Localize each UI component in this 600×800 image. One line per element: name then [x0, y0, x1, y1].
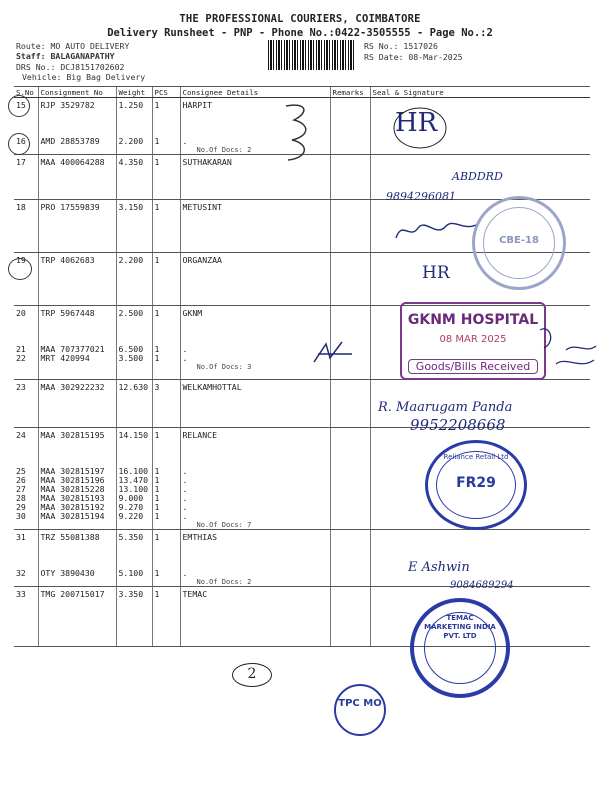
consignee-line: EMTHIAS: [182, 532, 218, 542]
cell-consignee: [180, 200, 330, 253]
cell-weight-line: 16.100: [118, 466, 149, 476]
consignee-line: ORGANZAA: [182, 255, 222, 265]
cell-sno-line: 18: [16, 202, 26, 212]
cell-consignment: [38, 155, 116, 200]
consignee-line: [183, 560, 328, 569]
cell-consignee: [180, 306, 330, 380]
cell-consignment-line: MAA 302815197: [40, 466, 105, 476]
handwritten-scribble: [312, 338, 356, 368]
cell-sno-line: 16: [16, 136, 26, 146]
consignee-line: [183, 449, 328, 458]
rs-date: RS Date: 08-Mar-2025: [364, 52, 463, 62]
col-sno-header: S.No: [14, 87, 38, 98]
cell-consignee: [180, 380, 330, 428]
cell-weight-line: [119, 119, 150, 128]
hospital-stamp: [400, 302, 546, 380]
cell-pcs-line: 1: [154, 475, 160, 485]
consignee-line: HARPIT: [182, 100, 213, 110]
cell-consignment-line: [41, 449, 114, 458]
consignee-line: [183, 327, 328, 336]
page-mark-text: 2: [247, 666, 257, 682]
cell-weight: [116, 253, 152, 306]
circled-mark: [8, 95, 30, 117]
rs-number: RS No.: 1517026: [364, 41, 438, 51]
cell-sno-line: 33: [16, 589, 26, 599]
cell-weight-line: [119, 440, 150, 449]
cell-pcs: [152, 200, 180, 253]
col-consignee-header: Consignee Details: [180, 87, 330, 98]
cell-sno-line: 32: [16, 568, 26, 578]
cell-weight: [116, 428, 152, 530]
consignee-line: .: [182, 475, 188, 485]
col-remarks-header: Remarks: [330, 87, 370, 98]
handwritten-scribble: [280, 100, 314, 164]
consignee-line: .: [182, 568, 188, 578]
cell-consignment: [38, 587, 116, 647]
cell-consignment: [38, 306, 116, 380]
cell-weight-line: [119, 449, 150, 458]
cell-weight-line: [119, 327, 150, 336]
cell-sno-line: [16, 119, 36, 128]
consignee-line: METUSINT: [182, 202, 222, 212]
consignee-line: .: [182, 353, 188, 363]
cell-consignee: [180, 253, 330, 306]
cell-pcs: [152, 98, 180, 155]
cell-consignee: [180, 530, 330, 587]
cell-sno-line: 29: [16, 502, 26, 512]
cell-pcs-line: [155, 440, 178, 449]
cell-pcs-line: [155, 119, 178, 128]
consignee-line: .: [182, 466, 188, 476]
cell-remarks: [330, 380, 370, 428]
cell-consignment-line: [41, 551, 114, 560]
cell-weight-line: 9.000: [118, 493, 144, 503]
cell-consignment-line: AMD 28853789: [40, 136, 100, 146]
handwritten-phone: 9084689294: [450, 580, 514, 591]
cell-weight: [116, 155, 152, 200]
cell-sno-line: 23: [16, 382, 26, 392]
cell-consignment-line: MAA 302815196: [40, 475, 105, 485]
cell-pcs-line: [155, 327, 178, 336]
cell-consignment-line: MAA 707377021: [40, 344, 105, 354]
cell-consignment: [38, 380, 116, 428]
cell-sno-line: 24: [16, 430, 26, 440]
cell-weight-line: 12.630: [118, 382, 149, 392]
cell-consignment-line: MRT 420994: [40, 353, 90, 363]
cell-remarks: [330, 253, 370, 306]
stamp-title: GKNM HOSPITAL: [407, 312, 539, 328]
stamp-code: CBE-18: [499, 235, 539, 246]
cell-pcs: [152, 587, 180, 647]
table-row: [14, 530, 590, 587]
cell-pcs-line: 1: [154, 589, 160, 599]
handwritten-name: E Ashwin: [408, 560, 470, 575]
cell-sno-line: 20: [16, 308, 26, 318]
consignee-line: [183, 458, 328, 467]
cell-sno-line: [16, 327, 36, 336]
cell-pcs: [152, 380, 180, 428]
consignee-line: [183, 542, 328, 551]
cell-consignment: [38, 98, 116, 155]
cell-pcs-line: 1: [154, 568, 160, 578]
cell-consignment-line: PRO 17559839: [40, 202, 100, 212]
cell-weight-line: 14.150: [118, 430, 149, 440]
cell-pcs-line: 1: [154, 511, 160, 521]
cell-pcs-line: 1: [154, 353, 160, 363]
tpc-stamp: [334, 684, 386, 736]
cell-sno-line: 25: [16, 466, 26, 476]
cell-pcs-line: 1: [154, 493, 160, 503]
cell-consignment-line: TRZ 55081388: [40, 532, 100, 542]
cell-weight-line: 13.100: [118, 484, 149, 494]
cell-pcs-line: [155, 110, 178, 119]
drs-number: DRS No.: DCJ8151702602: [16, 62, 125, 72]
cell-pcs-line: 1: [154, 255, 160, 265]
cell-consignment-line: [41, 542, 114, 551]
stamp-received: Goods/Bills Received: [408, 359, 538, 374]
table-header-row: [14, 87, 590, 98]
cell-sno: [14, 155, 38, 200]
cell-remarks: [330, 98, 370, 155]
cell-sno-line: 15: [16, 100, 26, 110]
consignee-line: .: [182, 511, 188, 521]
cell-sno: [14, 380, 38, 428]
consignee-line: [183, 551, 328, 560]
cell-pcs-line: 3: [154, 382, 160, 392]
consignee-line: .: [182, 136, 188, 146]
cell-sno-line: 26: [16, 475, 26, 485]
cell-consignment-line: TRP 4062683: [40, 255, 95, 265]
col-pcs-header: PCS: [152, 87, 180, 98]
cell-pcs-line: [155, 551, 178, 560]
consignee-line: WELKAMHOTTAL: [182, 382, 242, 392]
barcode: [268, 40, 356, 70]
cell-weight-line: 5.100: [118, 568, 144, 578]
cell-weight: [116, 380, 152, 428]
cell-sno-line: 19: [16, 255, 26, 265]
cell-pcs-line: 1: [154, 484, 160, 494]
cell-sno-line: [16, 318, 36, 327]
cell-weight-line: 1.250: [118, 100, 144, 110]
cell-weight-line: 2.500: [118, 308, 144, 318]
handwritten-phone: 9952208668: [410, 416, 506, 434]
docs-count: No.Of Docs: 7: [196, 521, 252, 529]
cell-remarks: [330, 155, 370, 200]
cell-weight-line: 4.350: [118, 157, 144, 167]
cell-pcs-line: [155, 542, 178, 551]
cell-consignee: [180, 428, 330, 530]
cell-consignment-line: RJP 3529782: [40, 100, 95, 110]
stamp-text: Reliance Retail Ltd: [443, 453, 509, 461]
cell-weight-line: [119, 110, 150, 119]
cell-sno-line: [16, 551, 36, 560]
cell-sno-line: 22: [16, 353, 26, 363]
cell-pcs: [152, 155, 180, 200]
handwritten-scribble: [536, 320, 600, 376]
cell-weight: [116, 306, 152, 380]
cell-sno-line: 30: [16, 511, 26, 521]
cell-pcs-line: 1: [154, 344, 160, 354]
cell-sno-line: 21: [16, 344, 26, 354]
cell-pcs-line: 1: [154, 100, 160, 110]
cell-consignment-line: MAA 302815194: [40, 511, 105, 521]
cell-sno: [14, 428, 38, 530]
consignee-line: GKNM: [182, 308, 203, 318]
cell-sno-line: 28: [16, 493, 26, 503]
docs-count: No.Of Docs: 3: [196, 363, 252, 371]
cell-weight-line: 3.150: [118, 202, 144, 212]
runsheet-title: THE PROFESSIONAL COURIERS, COIMBATORE: [179, 13, 421, 25]
runsheet-subtitle: Delivery Runsheet - PNP - Phone No.:0422-3505555 - Page No.:2: [107, 27, 493, 39]
handwritten-scribble: [392, 210, 482, 246]
cell-pcs-line: 1: [154, 502, 160, 512]
cell-consignment: [38, 253, 116, 306]
cell-consignment-line: TRP 5967448: [40, 308, 95, 318]
cell-pcs: [152, 428, 180, 530]
cell-weight-line: [119, 551, 150, 560]
consignee-line: SUTHAKARAN: [182, 157, 232, 167]
staff-label: Staff: BALAGANAPATHY: [16, 51, 115, 61]
consignee-line: RELANCE: [182, 430, 218, 440]
cell-seal-signature: [370, 530, 590, 587]
cell-sno: [14, 200, 38, 253]
cell-pcs-line: 1: [154, 430, 160, 440]
cell-consignment: [38, 200, 116, 253]
cell-sno-line: 17: [16, 157, 26, 167]
company-stamp: [410, 598, 510, 698]
cell-pcs-line: 1: [154, 157, 160, 167]
cell-pcs: [152, 253, 180, 306]
cell-weight-line: 9.270: [118, 502, 144, 512]
cell-pcs-line: [155, 318, 178, 327]
cell-sno-line: [16, 542, 36, 551]
cell-remarks: [330, 428, 370, 530]
cell-pcs-line: 1: [154, 532, 160, 542]
cell-consignment-line: MAA 302815193: [40, 493, 105, 503]
docs-count: No.Of Docs: 2: [196, 578, 252, 586]
col-weight-header: Weight: [116, 87, 152, 98]
cell-consignment-line: [41, 110, 114, 119]
handwritten-phone: 9894296081: [386, 190, 456, 203]
cell-sno-line: 27: [16, 484, 26, 494]
cell-weight-line: 6.500: [118, 344, 144, 354]
cell-pcs-line: 1: [154, 308, 160, 318]
cell-weight-line: 2.200: [118, 136, 144, 146]
stamp-text: TEMAC MARKETING INDIA PVT. LTD: [424, 614, 496, 640]
circled-mark: [8, 258, 32, 280]
circled-mark: [8, 133, 30, 155]
cell-weight-line: 13.470: [118, 475, 149, 485]
cell-sno: [14, 530, 38, 587]
cell-weight: [116, 530, 152, 587]
cell-weight: [116, 98, 152, 155]
stamp-date: 08 MAR 2025: [439, 334, 507, 345]
handwritten-initials: HR: [422, 263, 450, 283]
route-label: Route: MO AUTO DELIVERY: [16, 41, 130, 51]
cell-consignment: [38, 428, 116, 530]
stamp-code: FR29: [456, 475, 496, 491]
consignee-line: .: [182, 502, 188, 512]
cell-consignment-line: [41, 119, 114, 128]
cell-consignment-line: MAA 302815228: [40, 484, 105, 494]
cell-pcs-line: 1: [154, 202, 160, 212]
handwritten-initials: HR: [395, 108, 438, 138]
cell-weight-line: [119, 318, 150, 327]
cell-sno-line: 31: [16, 532, 26, 542]
cell-consignment: [38, 530, 116, 587]
handwritten-scribble: [390, 104, 450, 152]
cell-pcs-line: [155, 449, 178, 458]
cell-weight-line: 5.350: [118, 532, 144, 542]
cell-pcs-line: 1: [154, 136, 160, 146]
cell-consignment-line: OTY 3890430: [40, 568, 95, 578]
cell-remarks: [330, 530, 370, 587]
handwritten-name: ABDDRD: [452, 170, 503, 183]
consignee-line: [183, 336, 328, 345]
cell-sno-line: [16, 440, 36, 449]
consignee-line: .: [182, 344, 188, 354]
consignee-line: [183, 440, 328, 449]
cell-weight-line: 3.350: [118, 589, 144, 599]
cell-weight-line: 3.500: [118, 353, 144, 363]
vehicle-label: Vehicle: Big Bag Delivery: [22, 72, 146, 82]
cell-consignment-line: MAA 302922232: [40, 382, 105, 392]
cell-consignment-line: MAA 302815195: [40, 430, 105, 440]
cell-consignment-line: MAA 302815192: [40, 502, 105, 512]
cell-consignment-line: [41, 318, 114, 327]
cell-weight: [116, 587, 152, 647]
consignee-line: TEMAC: [182, 589, 208, 599]
cell-weight-line: 2.200: [118, 255, 144, 265]
cell-weight: [116, 200, 152, 253]
round-stamp: [425, 440, 527, 530]
cell-consignment-line: MAA 400064288: [40, 157, 105, 167]
consignee-line: .: [182, 493, 188, 503]
cell-remarks: [330, 200, 370, 253]
round-stamp: [472, 196, 566, 290]
cell-weight-line: [119, 542, 150, 551]
cell-sno-line: [16, 449, 36, 458]
col-consignment-header: Consignment No: [38, 87, 116, 98]
cell-remarks: [330, 587, 370, 647]
cell-consignee: [180, 587, 330, 647]
handwritten-name: R. Maarugam Panda: [378, 400, 513, 415]
consignee-line: [183, 318, 328, 327]
docs-count: No.Of Docs: 2: [196, 146, 252, 154]
cell-sno: [14, 587, 38, 647]
cell-pcs: [152, 530, 180, 587]
cell-consignment-line: [41, 327, 114, 336]
col-seal-header: Seal & Signature: [370, 87, 590, 98]
cell-consignment-line: [41, 440, 114, 449]
cell-pcs-line: 1: [154, 466, 160, 476]
cell-consignment-line: TMG 200715017: [40, 589, 105, 599]
cell-weight-line: 9.220: [118, 511, 144, 521]
circled-page-mark: [232, 663, 272, 687]
cell-sno: [14, 306, 38, 380]
cell-pcs: [152, 306, 180, 380]
consignee-line: .: [182, 484, 188, 494]
stamp-text: TPC MO: [338, 698, 382, 709]
